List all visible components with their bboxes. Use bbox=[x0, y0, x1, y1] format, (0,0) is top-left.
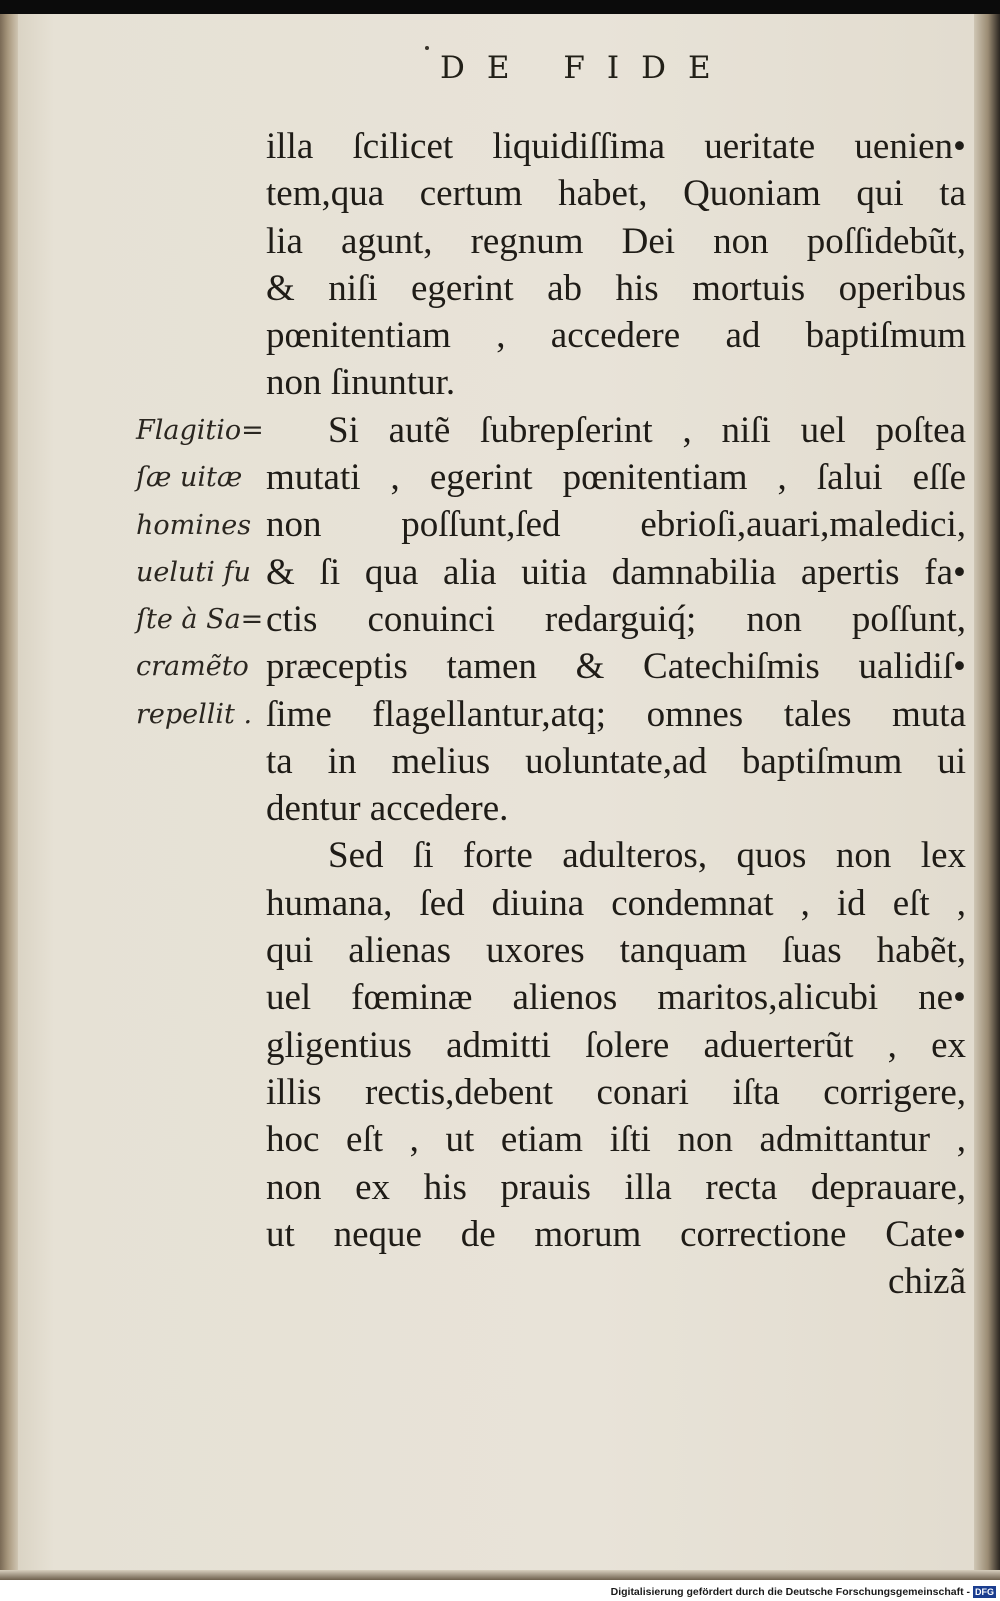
running-title: DE FIDE bbox=[440, 50, 733, 86]
marginal-note-line: Flagitio= bbox=[136, 415, 264, 446]
marginal-note-line: ſte à Sa= bbox=[136, 604, 264, 636]
text-line: Sed ſi forte adulteros, quos non lex bbox=[328, 835, 966, 877]
marginal-note-line: ueluti fu bbox=[136, 556, 251, 588]
page-bottom-edge bbox=[0, 1570, 1000, 1580]
text-line: ut neque de morum correctione Cate• bbox=[266, 1213, 966, 1255]
page-outer-edge bbox=[974, 14, 1000, 1580]
main-text-block bbox=[266, 123, 966, 1305]
text-line: ſime flagellantur,atq; omnes tales muta bbox=[266, 693, 966, 735]
text-line: ctis conuinci redarguiq́; non poſſunt, bbox=[266, 598, 966, 640]
text-line: pœnitentiam , accedere ad baptiſmum bbox=[266, 315, 966, 357]
text-line: illis rectis,debent conari iſta corrigere, bbox=[266, 1071, 966, 1113]
text-line: præceptis tamen & Catechiſmis ualidiſ• bbox=[266, 646, 966, 688]
digitization-credit bbox=[611, 1586, 996, 1598]
text-line: illa ſcilicet liquidiſſima ueritate uenien• bbox=[266, 126, 966, 167]
dfg-logo: DFG bbox=[975, 1587, 994, 1597]
text-line: & ſi qua alia uitia damnabilia apertis fa• bbox=[266, 551, 966, 593]
text-line: uel fœminæ alienos maritos,alicubi ne• bbox=[266, 977, 966, 1019]
top-border bbox=[0, 0, 1000, 14]
marginal-note-line: cramẽto bbox=[136, 651, 249, 683]
text-line: humana, ſed diuina condemnat , id eſt , bbox=[266, 882, 966, 924]
text-line: non poſſunt,ſed ebrioſi,auari,maledici, bbox=[266, 504, 966, 546]
text-line: & niſi egerint ab his mortuis operibus bbox=[266, 267, 966, 309]
text-line: lia agunt, regnum Dei non poſſidebũt, bbox=[266, 220, 966, 262]
credit-text: Digitalisierung gefördert durch die Deutsche Forschungsgemeinschaft - bbox=[610, 1585, 970, 1598]
text-line: Si autẽ ſubrepſerint , niſi uel poſtea bbox=[328, 409, 966, 451]
text-line: ta in melius uoluntate,ad baptiſmum ui bbox=[266, 740, 966, 782]
text-line: qui alienas uxores tanquam ſuas habẽt, bbox=[266, 930, 966, 972]
text-line: non ex his prauis illa recta deprauare, bbox=[266, 1166, 966, 1208]
text-line: gligentius admitti ſolere aduerterũt , ex bbox=[266, 1024, 966, 1066]
text-line: tem,qua certum habet, Quoniam qui ta bbox=[266, 173, 966, 215]
text-line: dentur accedere. bbox=[266, 788, 509, 830]
marginal-note-line: homines bbox=[136, 509, 252, 541]
text-line: mutati , egerint pœnitentiam , ſalui eſſe bbox=[266, 457, 966, 499]
page-binding-edge bbox=[0, 14, 18, 1580]
marginal-note-line: repellit . bbox=[136, 698, 253, 730]
marginal-note bbox=[136, 407, 266, 738]
marginal-note-line: ſæ uitæ bbox=[136, 462, 243, 494]
text-line: hoc eſt , ut etiam iſti non admittantur , bbox=[266, 1119, 966, 1161]
catchword: chizã bbox=[887, 1261, 966, 1303]
text-line: non ſinuntur. bbox=[266, 362, 456, 404]
ink-dot bbox=[425, 46, 429, 50]
